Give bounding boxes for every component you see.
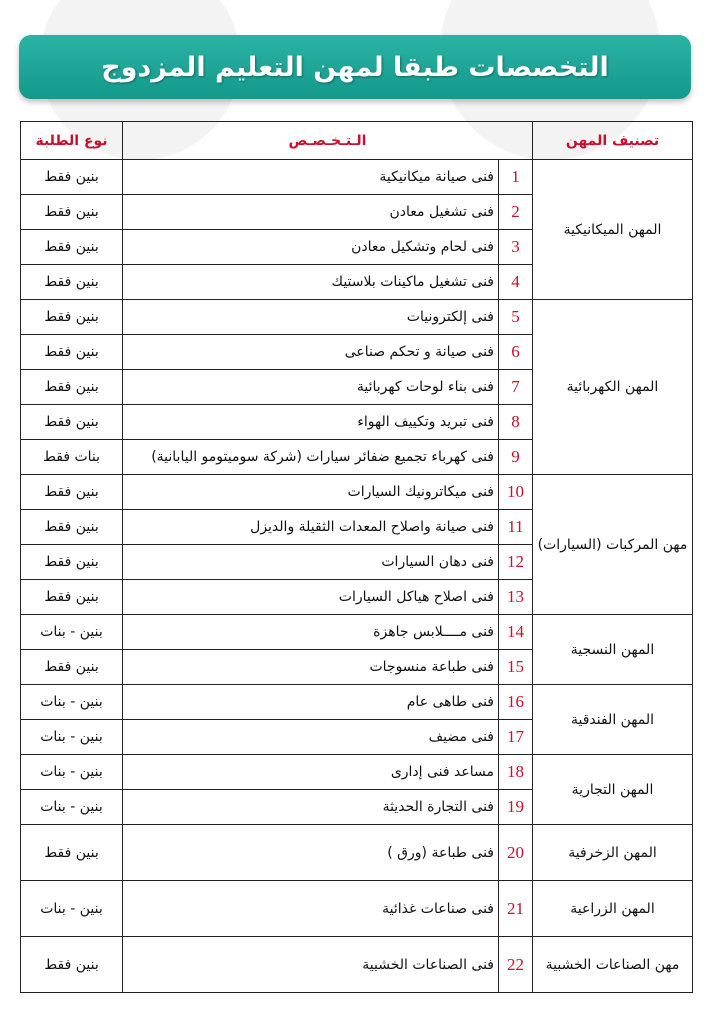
header-category: تصنيف المهن	[533, 122, 693, 160]
category-cell: المهن النسجية	[533, 615, 693, 685]
header-student-type: نوع الطلبة	[21, 122, 123, 160]
row-number: 16	[499, 685, 533, 720]
row-number: 21	[499, 881, 533, 937]
specialty-cell: فنى تبريد وتكييف الهواء	[123, 405, 499, 440]
category-cell: المهن الميكانيكية	[533, 160, 693, 300]
row-number: 9	[499, 440, 533, 475]
student-type-cell: بنين - بنات	[21, 881, 123, 937]
table-row	[21, 937, 693, 993]
specialty-cell: فنى بناء لوحات كهربائية	[123, 370, 499, 405]
specialty-cell: فنى التجارة الحديثة	[123, 790, 499, 825]
table-row	[21, 825, 693, 881]
student-type-cell: بنين - بنات	[21, 790, 123, 825]
category-cell: مهن المركبات (السيارات)	[533, 475, 693, 615]
specialty-cell: فنى مضيف	[123, 720, 499, 755]
category-cell: المهن الزخرفية	[533, 825, 693, 881]
row-number: 4	[499, 265, 533, 300]
row-number: 20	[499, 825, 533, 881]
student-type-cell: بنين - بنات	[21, 615, 123, 650]
specialty-cell: فنى إلكترونيات	[123, 300, 499, 335]
student-type-cell: بنين فقط	[21, 230, 123, 265]
specialty-cell: فنى طاهى عام	[123, 685, 499, 720]
student-type-cell: بنين فقط	[21, 650, 123, 685]
specialty-cell: فنى صيانة ميكانيكية	[123, 160, 499, 195]
table-body	[21, 160, 693, 993]
table-row	[21, 475, 693, 510]
student-type-cell: بنين - بنات	[21, 685, 123, 720]
row-number: 18	[499, 755, 533, 790]
table-header-row	[21, 122, 693, 160]
category-cell: المهن الكهربائية	[533, 300, 693, 475]
row-number: 2	[499, 195, 533, 230]
row-number: 22	[499, 937, 533, 993]
student-type-cell: بنين فقط	[21, 160, 123, 195]
row-number: 6	[499, 335, 533, 370]
row-number: 19	[499, 790, 533, 825]
student-type-cell: بنين فقط	[21, 545, 123, 580]
student-type-cell: بنين - بنات	[21, 720, 123, 755]
specialty-cell: فنى صناعات غذائية	[123, 881, 499, 937]
student-type-cell: بنين فقط	[21, 370, 123, 405]
row-number: 1	[499, 160, 533, 195]
category-cell: المهن التجارية	[533, 755, 693, 825]
row-number: 11	[499, 510, 533, 545]
row-number: 5	[499, 300, 533, 335]
specialty-cell: فنى اصلاح هياكل السيارات	[123, 580, 499, 615]
category-cell: المهن الزراعية	[533, 881, 693, 937]
header-specialty: الـتـخـصـص	[123, 122, 533, 160]
page-title: التخصصات طبقا لمهن التعليم المزدوج	[101, 51, 609, 83]
table-row	[21, 755, 693, 790]
category-cell: المهن الفندقية	[533, 685, 693, 755]
table-row	[21, 881, 693, 937]
row-number: 12	[499, 545, 533, 580]
specialty-cell: فنى دهان السيارات	[123, 545, 499, 580]
student-type-cell: بنين فقط	[21, 195, 123, 230]
specialty-cell: فنى صيانة و تحكم صناعى	[123, 335, 499, 370]
row-number: 8	[499, 405, 533, 440]
table-row	[21, 160, 693, 195]
student-type-cell: بنين فقط	[21, 825, 123, 881]
specialties-table	[20, 121, 693, 993]
specialty-cell: فنى طباعة (ورق )	[123, 825, 499, 881]
row-number: 17	[499, 720, 533, 755]
specialty-cell: فنى تشغيل معادن	[123, 195, 499, 230]
student-type-cell: بنين فقط	[21, 265, 123, 300]
specialty-cell: فنى كهرباء تجميع ضفائر سيارات (شركة سوميتومو اليابانية)	[123, 440, 499, 475]
student-type-cell: بنين فقط	[21, 405, 123, 440]
title-banner	[19, 35, 691, 99]
specialty-cell: فنى طباعة منسوجات	[123, 650, 499, 685]
row-number: 15	[499, 650, 533, 685]
specialty-cell: فنى صيانة واصلاح المعدات الثقيلة والديزل	[123, 510, 499, 545]
row-number: 10	[499, 475, 533, 510]
specialty-cell: مساعد فنى إدارى	[123, 755, 499, 790]
student-type-cell: بنات فقط	[21, 440, 123, 475]
student-type-cell: بنين فقط	[21, 300, 123, 335]
specialty-cell: فنى الصناعات الخشبية	[123, 937, 499, 993]
category-cell: مهن الصناعات الخشبية	[533, 937, 693, 993]
table-row	[21, 685, 693, 720]
row-number: 7	[499, 370, 533, 405]
student-type-cell: بنين فقط	[21, 510, 123, 545]
student-type-cell: بنين فقط	[21, 937, 123, 993]
student-type-cell: بنين فقط	[21, 580, 123, 615]
specialty-cell: فنى مــــلابس جاهزة	[123, 615, 499, 650]
row-number: 3	[499, 230, 533, 265]
table-row	[21, 615, 693, 650]
student-type-cell: بنين فقط	[21, 335, 123, 370]
specialty-cell: فنى ميكاترونيك السيارات	[123, 475, 499, 510]
student-type-cell: بنين - بنات	[21, 755, 123, 790]
table-row	[21, 300, 693, 335]
student-type-cell: بنين فقط	[21, 475, 123, 510]
row-number: 13	[499, 580, 533, 615]
specialty-cell: فنى تشغيل ماكينات بلاستيك	[123, 265, 499, 300]
row-number: 14	[499, 615, 533, 650]
specialty-cell: فنى لحام وتشكيل معادن	[123, 230, 499, 265]
